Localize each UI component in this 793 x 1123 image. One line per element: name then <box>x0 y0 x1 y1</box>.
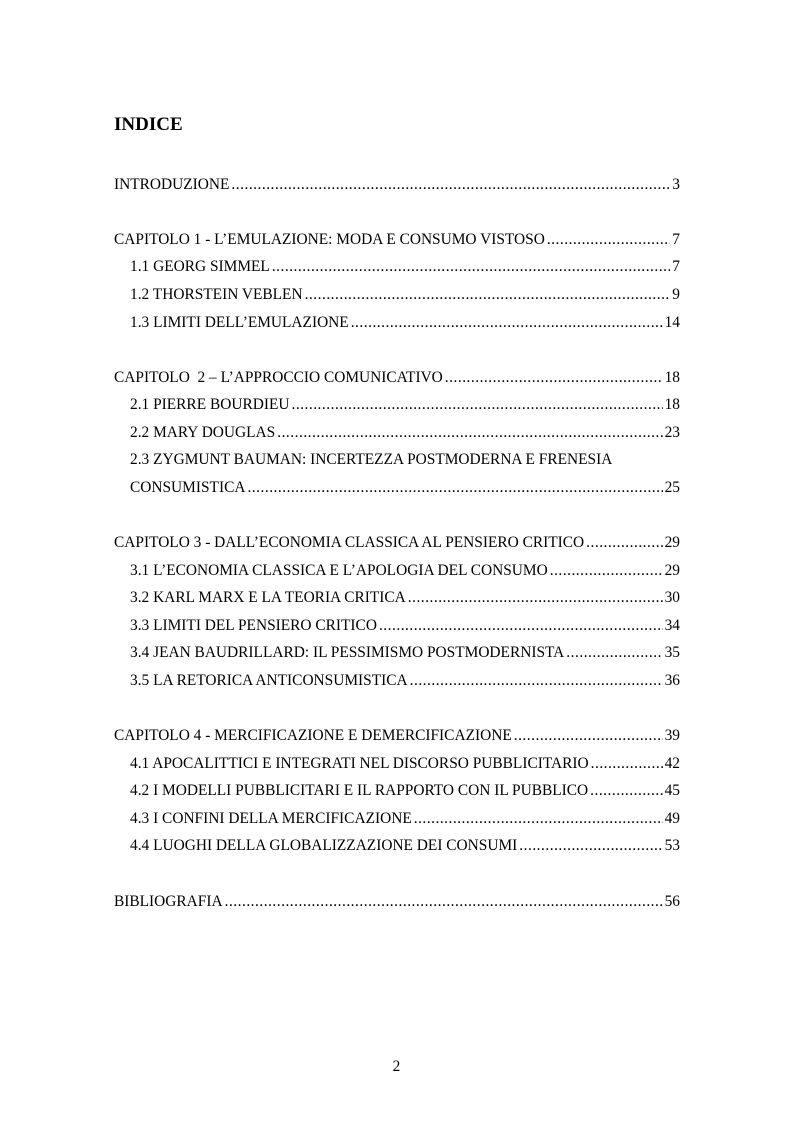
toc-entry-page: 53 <box>664 837 680 854</box>
dot-leader <box>247 476 662 500</box>
toc-entry-page: 14 <box>664 314 680 331</box>
toc-entry-2-3[interactable] <box>130 448 680 472</box>
toc-entry-1-3[interactable] <box>130 311 680 335</box>
toc-entry-page: 45 <box>664 782 680 799</box>
toc-entry-3-2[interactable] <box>130 586 680 610</box>
toc-entry-3-4[interactable] <box>130 641 680 665</box>
toc-entry-label: 3.1 L’ECONOMIA CLASSICA E L’APOLOGIA DEL CONSUMO <box>130 562 548 579</box>
toc-entry-capitolo-4[interactable] <box>114 724 680 748</box>
toc-entry-page: 18 <box>664 369 680 386</box>
toc-entry-page: 30 <box>664 589 680 606</box>
toc-entry-4-1[interactable] <box>130 752 680 776</box>
toc-entry-label: CAPITOLO 1 - L’EMULAZIONE: MODA E CONSUMO VISTOSO <box>114 231 545 248</box>
toc-entry-page: 7 <box>672 231 680 248</box>
toc-entry-label: CAPITOLO 2 – L’APPROCCIO COMUNICATIVO <box>114 369 443 386</box>
dot-leader <box>550 559 663 583</box>
toc-entry-label: 1.3 LIMITI DELL’EMULAZIONE <box>130 314 349 331</box>
dot-leader <box>231 173 670 197</box>
toc-entry-page: 9 <box>672 286 680 303</box>
toc-entry-label: BIBLIOGRAFIA <box>114 893 223 910</box>
toc-entry-page: 7 <box>672 258 680 275</box>
dot-leader <box>566 641 662 665</box>
toc-entry-2-3-continued[interactable] <box>130 476 680 500</box>
toc-entry-label: 2.3 ZYGMUNT BAUMAN: INCERTEZZA POSTMODERNA E FRENESIA <box>130 451 613 468</box>
page-title: INDICE <box>114 114 183 135</box>
toc-entry-label: CAPITOLO 4 - MERCIFICAZIONE E DEMERCIFICAZIONE <box>114 727 512 744</box>
toc-entry-3-3[interactable] <box>130 614 680 638</box>
toc-entry-page: 3 <box>672 176 680 193</box>
toc-entry-introduzione[interactable] <box>114 173 680 197</box>
toc-entry-4-2[interactable] <box>130 779 680 803</box>
dot-leader <box>291 393 662 417</box>
dot-leader <box>445 366 663 390</box>
toc-entry-page: 49 <box>664 810 680 827</box>
dot-leader <box>547 228 670 252</box>
toc-entry-bibliografia[interactable] <box>114 890 680 914</box>
dot-leader <box>414 807 663 831</box>
toc-entry-label: CAPITOLO 3 - DALL’ECONOMIA CLASSICA AL PENSIERO CRITICO <box>114 534 585 551</box>
toc-entry-label: 4.1 APOCALITTICI E INTEGRATI NEL DISCORSO PUBBLICITARIO <box>130 755 589 772</box>
dot-leader <box>277 421 662 445</box>
toc-entry-label: 2.1 PIERRE BOURDIEU <box>130 396 290 413</box>
toc-entry-page: 56 <box>664 893 680 910</box>
toc-entry-label: CONSUMISTICA <box>130 479 246 496</box>
dot-leader <box>514 724 663 748</box>
toc-entry-label: 3.5 LA RETORICA ANTICONSUMISTICA <box>130 672 408 689</box>
toc-entry-4-3[interactable] <box>130 807 680 831</box>
toc-entry-label: 4.2 I MODELLI PUBBLICITARI E IL RAPPORTO CON IL PUBBLICO <box>130 782 589 799</box>
toc-entry-2-2[interactable] <box>130 421 680 445</box>
toc-entry-page: 39 <box>664 727 680 744</box>
toc-entry-page: 25 <box>664 479 680 496</box>
dot-leader <box>305 283 671 307</box>
toc-entry-3-5[interactable] <box>130 669 680 693</box>
toc-entry-capitolo-3[interactable] <box>114 531 680 555</box>
page-number: 2 <box>392 1058 401 1075</box>
toc-entry-page: 23 <box>664 424 680 441</box>
toc-entry-page: 18 <box>664 396 680 413</box>
dot-leader <box>379 614 663 638</box>
toc-entry-label: 3.4 JEAN BAUDRILLARD: IL PESSIMISMO POSTMODERNISTA <box>130 644 565 661</box>
toc-entry-capitolo-1[interactable] <box>114 228 680 252</box>
dot-leader <box>586 531 662 555</box>
toc-entry-label: 2.2 MARY DOUGLAS <box>130 424 276 441</box>
toc-entry-label: 1.2 THORSTEIN VEBLEN <box>130 286 303 303</box>
toc-entry-capitolo-2[interactable] <box>114 366 680 390</box>
dot-leader <box>351 311 663 335</box>
toc-entry-3-1[interactable] <box>130 559 680 583</box>
toc-entry-1-1[interactable] <box>130 255 680 279</box>
dot-leader <box>519 834 662 858</box>
dot-leader <box>272 255 670 279</box>
toc-entry-2-1[interactable] <box>130 393 680 417</box>
toc-entry-label: 4.4 LUOGHI DELLA GLOBALIZZAZIONE DEI CONSUMI <box>130 837 518 854</box>
toc-entry-label: 1.1 GEORG SIMMEL <box>130 258 270 275</box>
dot-leader <box>408 586 663 610</box>
toc-entry-page: 34 <box>664 617 680 634</box>
dot-leader <box>590 779 662 803</box>
toc-entry-4-4[interactable] <box>130 834 680 858</box>
toc-entry-label: 3.3 LIMITI DEL PENSIERO CRITICO <box>130 617 377 634</box>
toc-entry-label: 4.3 I CONFINI DELLA MERCIFICAZIONE <box>130 810 412 827</box>
toc-entry-page: 35 <box>664 644 680 661</box>
toc-entry-page: 29 <box>664 562 680 579</box>
dot-leader <box>225 890 663 914</box>
toc-entry-label: INTRODUZIONE <box>114 176 230 193</box>
toc-entry-1-2[interactable] <box>130 283 680 307</box>
toc-entry-page: 42 <box>664 755 680 772</box>
toc-entry-page: 29 <box>664 534 680 551</box>
dot-leader <box>591 752 663 776</box>
toc-entry-label: 3.2 KARL MARX E LA TEORIA CRITICA <box>130 589 406 606</box>
dot-leader <box>410 669 663 693</box>
toc-entry-page: 36 <box>664 672 680 689</box>
